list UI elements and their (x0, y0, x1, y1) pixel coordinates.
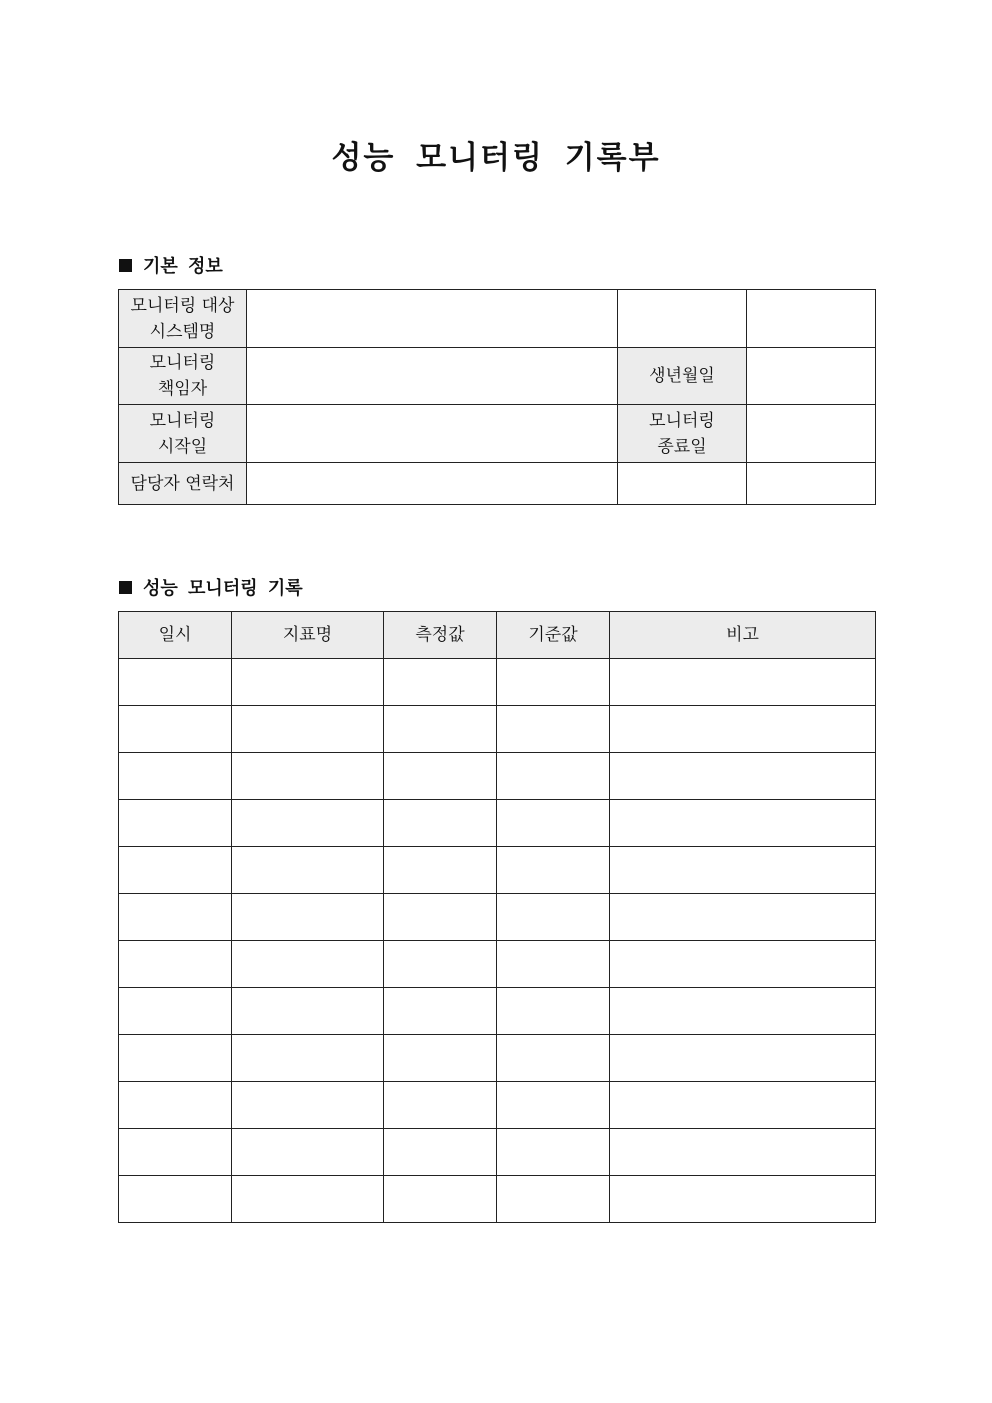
cell-reference-value[interactable] (497, 847, 610, 894)
cell-reference-value[interactable] (497, 1035, 610, 1082)
cell-datetime[interactable] (119, 800, 232, 847)
cell-metric-name[interactable] (232, 659, 384, 706)
cell-remarks[interactable] (610, 659, 876, 706)
cell-metric-name[interactable] (232, 800, 384, 847)
cell-datetime[interactable] (119, 847, 232, 894)
square-bullet-icon (119, 581, 132, 594)
cell-reference-value[interactable] (497, 1176, 610, 1223)
cell-datetime[interactable] (119, 753, 232, 800)
cell-measured-value[interactable] (384, 800, 497, 847)
cell-measured-value[interactable] (384, 988, 497, 1035)
cell-measured-value[interactable] (384, 1176, 497, 1223)
cell-measured-value[interactable] (384, 1129, 497, 1176)
cell-metric-name[interactable] (232, 1082, 384, 1129)
cell-remarks[interactable] (610, 1082, 876, 1129)
table-row (119, 988, 876, 1035)
cell-reference-value[interactable] (497, 800, 610, 847)
table-header-row (119, 612, 876, 659)
cell-measured-value[interactable] (384, 706, 497, 753)
cell-metric-name[interactable] (232, 706, 384, 753)
label-contact (119, 463, 247, 505)
cell-remarks[interactable] (610, 847, 876, 894)
cell-datetime[interactable] (119, 1176, 232, 1223)
label-line: 모니터링 (149, 353, 216, 373)
table-row (119, 463, 876, 505)
cell-metric-name[interactable] (232, 1176, 384, 1223)
cell-remarks[interactable] (610, 894, 876, 941)
cell-remarks[interactable] (610, 800, 876, 847)
table-row (119, 1082, 876, 1129)
table-row (119, 941, 876, 988)
column-header-reference-value: 기준값 (497, 612, 610, 659)
cell-datetime[interactable] (119, 894, 232, 941)
cell-datetime[interactable] (119, 1082, 232, 1129)
cell-datetime[interactable] (119, 988, 232, 1035)
label-end-date (618, 405, 747, 463)
table-row (119, 800, 876, 847)
section-heading-text: 기본 정보 (143, 256, 223, 277)
label-birth-date (618, 348, 747, 405)
table-row (119, 659, 876, 706)
column-header-measured-value: 측정값 (384, 612, 497, 659)
table-row (119, 1129, 876, 1176)
contact-field[interactable] (247, 463, 618, 505)
cell-reference-value[interactable] (497, 659, 610, 706)
label-manager (119, 348, 247, 405)
label-line: 책임자 (157, 379, 208, 399)
cell-remarks[interactable] (610, 1176, 876, 1223)
birth-date-field[interactable] (747, 348, 876, 405)
table-row (119, 1176, 876, 1223)
label-line: 모니터링 (149, 410, 216, 431)
cell-remarks[interactable] (610, 706, 876, 753)
cell-measured-value[interactable] (384, 1082, 497, 1129)
blank-value-field[interactable] (747, 463, 876, 505)
table-row (119, 290, 876, 348)
table-row (119, 405, 876, 463)
label-system-name (119, 290, 247, 348)
cell-datetime[interactable] (119, 1035, 232, 1082)
table-row (119, 847, 876, 894)
cell-measured-value[interactable] (384, 847, 497, 894)
cell-reference-value[interactable] (497, 706, 610, 753)
blank-label-cell (618, 463, 747, 505)
page-title: 성능 모니터링 기록부 (331, 140, 661, 176)
label-start-date (119, 405, 247, 463)
cell-remarks[interactable] (610, 1035, 876, 1082)
blank-label-cell (618, 290, 747, 348)
table-row (119, 706, 876, 753)
label-line: 시스템명 (149, 321, 216, 342)
section-heading-records (119, 574, 303, 600)
table-row (119, 1035, 876, 1082)
square-bullet-icon (119, 259, 132, 272)
end-date-field[interactable] (747, 405, 876, 463)
cell-metric-name[interactable] (232, 941, 384, 988)
cell-reference-value[interactable] (497, 894, 610, 941)
label-line: 종료일 (657, 436, 707, 457)
label-line: 모니터링 (649, 410, 715, 431)
system-name-field[interactable] (247, 290, 618, 348)
label-line: 시작일 (157, 436, 208, 457)
cell-metric-name[interactable] (232, 988, 384, 1035)
cell-remarks[interactable] (610, 988, 876, 1035)
cell-metric-name[interactable] (232, 894, 384, 941)
records-table (118, 611, 876, 1223)
cell-measured-value[interactable] (384, 659, 497, 706)
table-row (119, 753, 876, 800)
cell-measured-value[interactable] (384, 1035, 497, 1082)
cell-remarks[interactable] (610, 753, 876, 800)
column-header-datetime: 일시 (119, 612, 232, 659)
manager-field[interactable] (247, 348, 618, 405)
cell-remarks[interactable] (610, 1129, 876, 1176)
cell-metric-name[interactable] (232, 847, 384, 894)
cell-measured-value[interactable] (384, 753, 497, 800)
column-header-metric-name: 지표명 (232, 612, 384, 659)
cell-reference-value[interactable] (497, 988, 610, 1035)
cell-remarks[interactable] (610, 941, 876, 988)
basic-info-table (118, 289, 876, 505)
cell-metric-name[interactable] (232, 753, 384, 800)
table-row (119, 348, 876, 405)
cell-datetime[interactable] (119, 941, 232, 988)
cell-measured-value[interactable] (384, 941, 497, 988)
label-line: 모니터링 대상 (130, 295, 235, 316)
label-line: 담당자 연락처 (130, 473, 235, 494)
section-heading-basic-info (119, 252, 223, 278)
blank-value-field[interactable] (747, 290, 876, 348)
section-heading-text: 성능 모니터링 기록 (143, 578, 303, 599)
cell-datetime[interactable] (119, 659, 232, 706)
cell-datetime[interactable] (119, 1129, 232, 1176)
cell-reference-value[interactable] (497, 753, 610, 800)
cell-metric-name[interactable] (232, 1129, 384, 1176)
cell-datetime[interactable] (119, 706, 232, 753)
column-header-remarks: 비고 (610, 612, 876, 659)
start-date-field[interactable] (247, 405, 618, 463)
cell-measured-value[interactable] (384, 894, 497, 941)
cell-reference-value[interactable] (497, 941, 610, 988)
label-line: 생년월일 (649, 366, 715, 386)
table-row (119, 894, 876, 941)
cell-reference-value[interactable] (497, 1082, 610, 1129)
cell-reference-value[interactable] (497, 1129, 610, 1176)
cell-metric-name[interactable] (232, 1035, 384, 1082)
